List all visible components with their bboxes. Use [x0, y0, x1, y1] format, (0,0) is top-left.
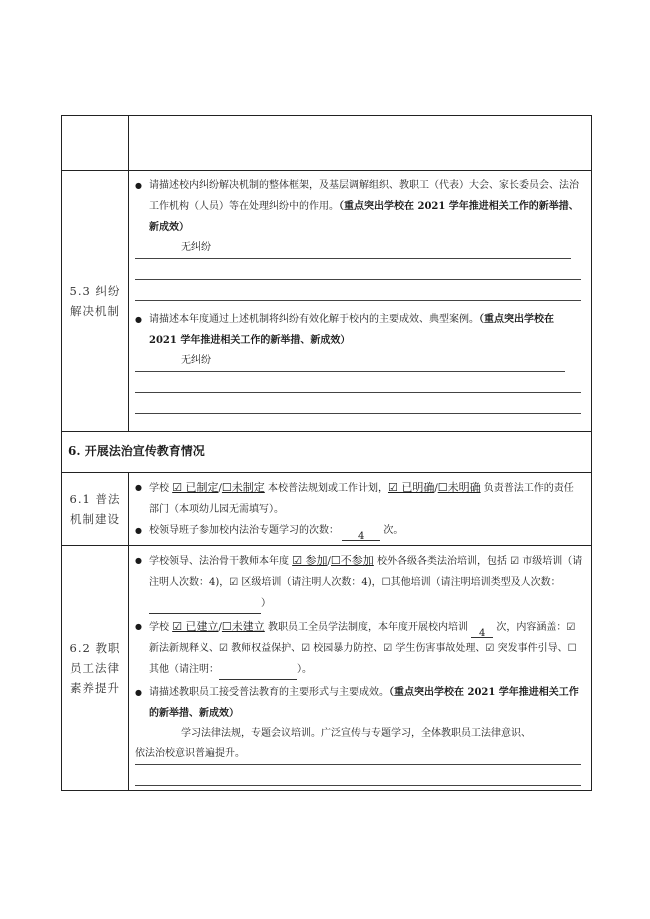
question-emphasis: （重点突出学校在 2021 学年推进相关工作的新举措、新成效）: [149, 314, 554, 346]
text: 负责普法工作的责任部门（本项幼儿园无需填写）。: [149, 483, 574, 515]
answer-line-blank[interactable]: [135, 280, 581, 301]
bullet-item: [135, 550, 583, 614]
question-item: [135, 175, 583, 238]
section-5-3-row: [62, 171, 592, 432]
empty-content-cell: [129, 116, 592, 171]
bullet-item: [135, 616, 583, 680]
section-6-1-label: [62, 473, 129, 546]
form-table: [61, 115, 592, 791]
answer-line[interactable]: [135, 238, 571, 259]
label-line: 素养提升: [70, 681, 120, 695]
option-checked[interactable]: ☑ 已制定: [172, 481, 219, 494]
text: 校外各级各类法治培训，包括 ☑ 市级培训（请注明人次数：4)，☑ 区级培训（请注明人次数：4)，☐其他培训（请注明培训类型及人次数：: [149, 556, 583, 588]
answer-text: 无纠纷: [181, 355, 211, 366]
text: ）。: [297, 664, 312, 675]
label-line: 5.3 纠纷: [69, 284, 121, 298]
section-6-2-label: [62, 546, 129, 791]
continuation-row: [62, 116, 592, 171]
label-line: 机制建设: [70, 512, 120, 526]
section-6-title: 6. 开展法治宣传教育情况: [62, 432, 592, 473]
label-line: 员工法律: [70, 661, 120, 675]
section-5-3-label: [62, 171, 129, 432]
option-checked[interactable]: ☑ 参加: [292, 554, 328, 567]
answer-line-blank[interactable]: [135, 259, 581, 280]
bullet-item: [135, 682, 583, 724]
section-6-1-row: [62, 473, 592, 546]
label-line: 6.1 普法: [69, 492, 121, 506]
option-checked[interactable]: ☑ 已明确: [387, 481, 435, 494]
section-6-1-content: [129, 473, 592, 546]
separator: /: [327, 556, 331, 567]
study-count-field[interactable]: 4: [342, 526, 380, 541]
empty-label-cell: [62, 116, 129, 171]
text: ）: [261, 598, 271, 609]
text: 学校领导、法治骨干教师本年度: [149, 556, 289, 567]
answer-line-blank[interactable]: [135, 393, 581, 414]
section-6-2-row: [62, 546, 592, 791]
answer-line-blank[interactable]: [135, 372, 581, 393]
other-content-field[interactable]: [219, 665, 297, 680]
text: 次，内容涵盖：☑ 新法新规释义、☑ 教师权益保护、☑ 校园暴力防控、☑ 学生伤害事故处理、☑ 突发事件引导、☐其他（请注明：: [149, 622, 577, 675]
question-item: [135, 309, 583, 351]
option-unchecked[interactable]: ☐未制定: [221, 481, 265, 494]
separator: /: [434, 483, 438, 494]
answer-line[interactable]: [135, 724, 581, 744]
answer-line[interactable]: [135, 351, 565, 372]
section-6-title-row: [62, 432, 592, 473]
bullet-item: [135, 520, 583, 541]
separator: /: [218, 622, 222, 633]
question-text: 请描述校内纠纷解决机制的整体框架，及基层调解组织、教职工（代表）大会、家长委员会、法治工作机构（人员）等在处理纠纷中的作用。: [149, 180, 579, 212]
answer-line[interactable]: [135, 744, 581, 765]
answer-text: 学习法律法规，专题会议培训。广泛宣传与专题学习，全体教职员工法律意识、: [181, 728, 531, 739]
option-unchecked[interactable]: ☐未明确: [437, 481, 481, 494]
text: 学校: [149, 483, 169, 494]
question-emphasis: （重点突出学校在 2021 学年推进相关工作的新举措、新成效）: [149, 201, 579, 233]
option-unchecked[interactable]: ☐不参加: [330, 554, 374, 567]
bullet-item: [135, 477, 583, 520]
text: 本校普法规划或工作计划，: [264, 483, 388, 494]
text: 学校: [149, 622, 169, 633]
question-text: 请描述本年度通过上述机制将纠纷有效化解于校内的主要成效、典型案例。: [149, 314, 479, 325]
section-6-2-content: [129, 546, 592, 791]
other-training-field[interactable]: [149, 599, 261, 614]
label-line: 解决机制: [70, 304, 120, 318]
text: 次。: [383, 525, 404, 536]
training-count-field[interactable]: 4: [471, 623, 493, 638]
separator: /: [218, 483, 222, 494]
answer-text: 依法治校意识普遍提升。: [135, 748, 245, 759]
question-emphasis: （重点突出学校在 2021 学年推进相关工作的新举措、新成效）: [149, 687, 579, 719]
text: 校领导班子参加校内法治专题学习的次数：: [149, 525, 339, 536]
question-text: 请描述教职员工接受普法教育的主要形式与主要成效。: [149, 687, 389, 698]
label-line: 6.2 教职: [69, 641, 121, 655]
answer-text: 无纠纷: [181, 242, 211, 253]
option-checked[interactable]: ☑ 已建立: [172, 620, 219, 633]
report-form: [61, 115, 592, 791]
text: 教职员工全员学法制度，本年度开展校内培训: [264, 622, 468, 633]
option-unchecked[interactable]: ☐未建立: [221, 620, 265, 633]
section-5-3-content: [129, 171, 592, 432]
answer-line-blank[interactable]: [135, 765, 581, 786]
